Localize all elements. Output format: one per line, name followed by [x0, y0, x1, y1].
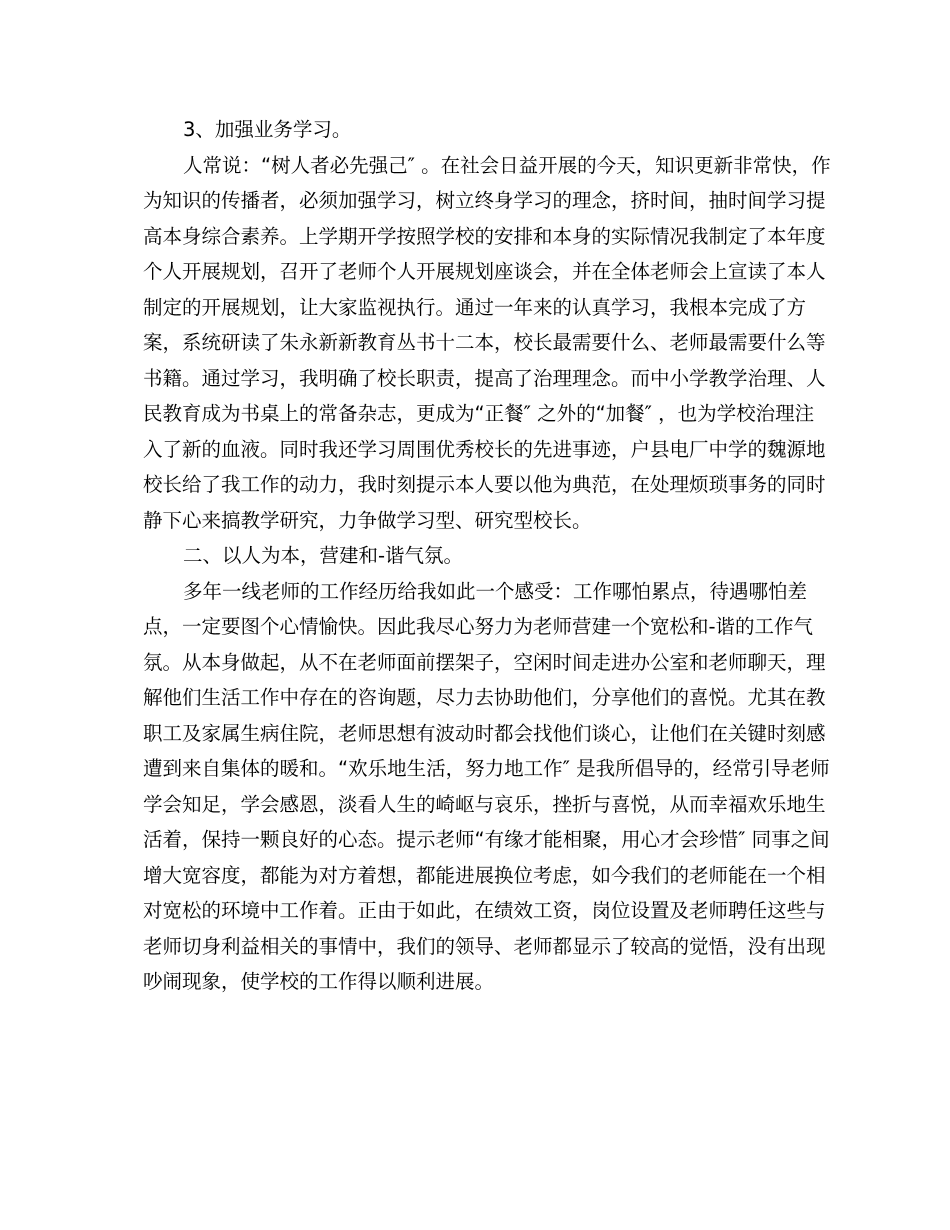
section-3-heading: 3、加强业务学习。	[183, 118, 352, 141]
paragraph-line: 增大宽容度，都能为对方着想，都能进展换位考虑，如今我们的老师能在一个相	[143, 863, 826, 887]
paragraph-line: 民教育成为书桌上的常备杂志，更成为“正餐″ 之外的“加餐″ ，也为学校治理注	[143, 402, 815, 425]
section-2-heading: 二、以人为本，营建和-谐气氛。	[183, 544, 464, 567]
paragraph-line: 点，一定要图个心情愉快。因此我尽心努力为老师营建一个宽松和-谐的工作气	[143, 615, 814, 638]
paragraph-line: 多年一线老师的工作经历给我如此一个感受：工作哪怕累点，待遇哪怕差	[183, 579, 808, 603]
paragraph-line: 对宽松的环境中工作着。正由于如此，在绩效工资，岗位设置及老师聘任这些与	[143, 899, 826, 922]
paragraph-line: 为知识的传播者，必须加强学习，树立终身学习的理念，挤时间，抽时间学习提	[143, 189, 826, 212]
paragraph-line: 书籍。通过学习，我明确了校长职责，提高了治理理念。而中小学教学治理、人	[143, 366, 826, 390]
paragraph-line: 吵闹现象，使学校的工作得以顺利进展。	[143, 970, 495, 993]
paragraph-study	[143, 148, 831, 539]
paragraph-line: 入了新的血液。同时我还学习周围优秀校长的先进事迹，户县电厂中学的魏源地	[143, 437, 826, 461]
paragraph-line: 遭到来自集体的暖和。“欢乐地生活，努力地工作″ 是我所倡导的，经常引导老师	[143, 757, 830, 780]
paragraph-line: 人常说：“树人者必先强己″ 。在社会日益开展的今天，知识更新非常快，作	[183, 153, 831, 177]
paragraph-line: 制定的开展规划，让大家监视执行。通过一年来的认真学习，我根本完成了方	[143, 295, 807, 319]
paragraph-line: 解他们生活工作中存在的咨询题，尽力去协助他们，分享他们的喜悦。尤其在教	[143, 686, 826, 709]
paragraph-people-oriented	[143, 574, 830, 1000]
paragraph-line: 职工及家属生病住院，老师思想有波动时都会找他们谈心，让他们在关键时刻感	[143, 721, 826, 745]
paragraph-line: 氛。从本身做起，从不在老师面前摆架子，空闲时间走进办公室和老师聊天，理	[143, 650, 826, 674]
paragraph-line: 校长给了我工作的动力，我时刻提示本人要以他为典范，在处理烦琐事务的同时	[143, 473, 826, 496]
paragraph-line: 案，系统研读了朱永新新教育丛书十二本，校长最需要什么、老师最需要什么等	[143, 331, 826, 354]
paragraph-line: 活着，保持一颗良好的心态。提示老师“有缘才能相聚，用心才会珍惜″ 同事之间	[143, 828, 830, 851]
paragraph-line: 老师切身利益相关的事情中，我们的领导、老师都显示了较高的觉悟，没有出现	[143, 934, 826, 958]
paragraph-line: 学会知足，学会感恩，淡看人生的崎岖与哀乐，挫折与喜悦，从而幸福欢乐地生	[143, 792, 826, 816]
paragraph-line: 高本身综合素养。上学期开学按照学校的安排和本身的实际情况我制定了本年度	[143, 224, 826, 248]
document-body	[143, 112, 831, 1000]
paragraph-line: 个人开展规划，召开了老师个人开展规划座谈会，并在全体老师会上宣读了本人	[143, 260, 826, 283]
paragraph-line: 静下心来搞教学研究，力争做学习型、研究型校长。	[143, 508, 592, 532]
